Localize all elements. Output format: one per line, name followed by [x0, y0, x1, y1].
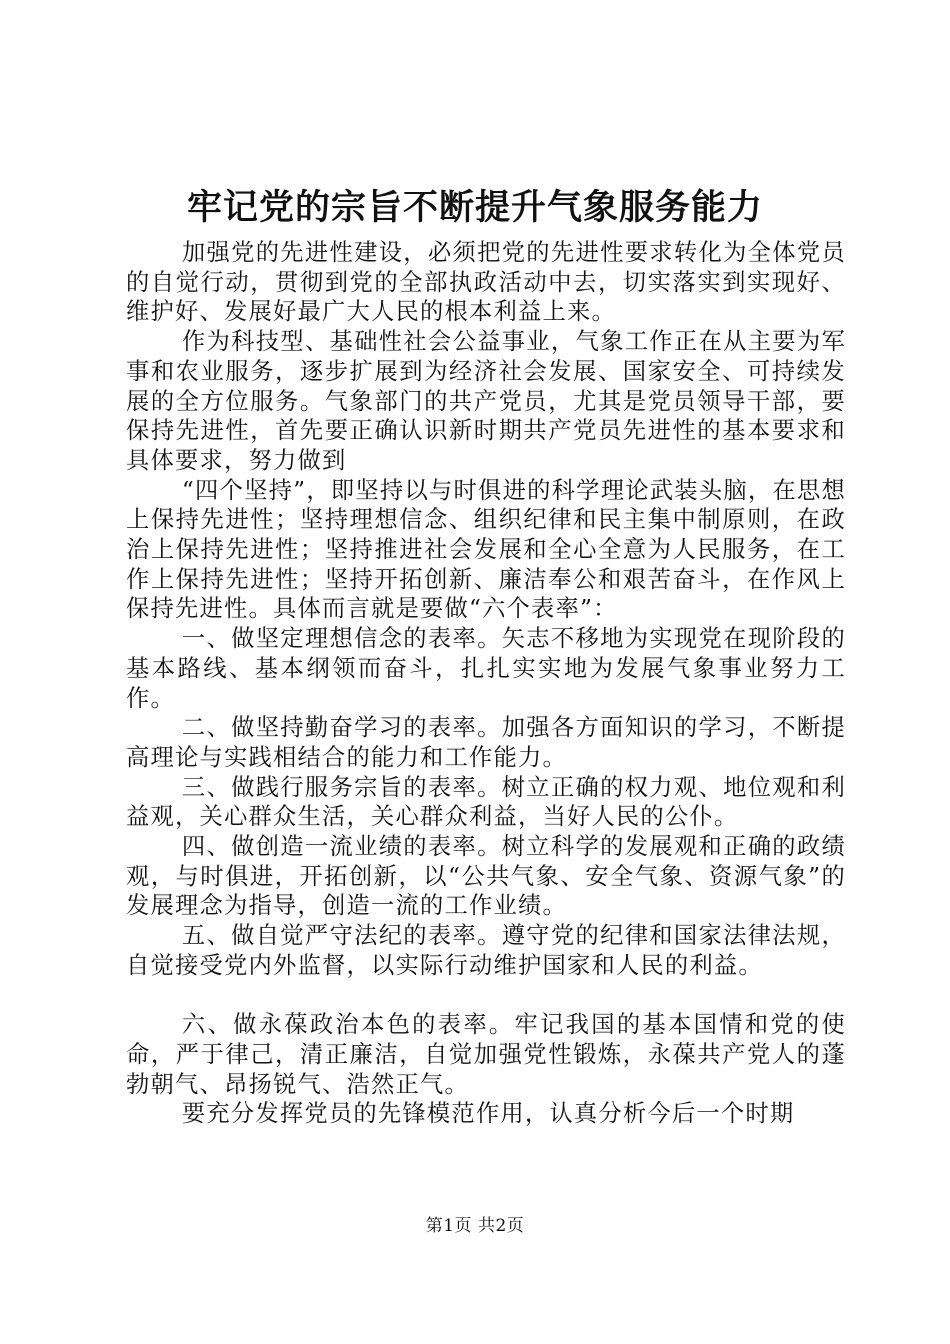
paragraph-2: 作为科技型、基础性社会公益事业，气象工作正在从主要为军事和农业服务，逐步扩展到为经济社会发展、国家安全、可持续发展的全方位服务。气象部门的共产党员，尤其是党员领导干部，要保持先进性，首先要正确认识新时期共产党员先进性的基本要求和具体要求，努力做到 — [126, 328, 846, 474]
paragraph-10: 要充分发挥党员的先锋模范作用，认真分析今后一个时期 — [181, 1100, 795, 1128]
paragraph-8: 五、做自觉严守法纪的表率。遵守党的纪律和国家法律法规，自觉接受党内外监督，以实际行动维护国家和人民的利益。 — [126, 922, 846, 979]
paragraph-5: 二、做坚持勤奋学习的表率。加强各方面知识的学习，不断提高理论与实践相结合的能力和工作能力。 — [126, 714, 846, 771]
paragraph-4: 一、做坚定理想信念的表率。矢志不移地为实现党在现阶段的基本路线、基本纲领而奋斗，扎扎实实地为发展气象事业努力工作。 — [126, 625, 846, 712]
paragraph-7: 四、做创造一流业绩的表率。树立科学的发展观和正确的政绩观，与时俱进，开拓创新，以“公共气象、安全气象、资源气象”的发展理念为指导，创造一流的工作业绩。 — [126, 833, 846, 920]
document-body — [126, 238, 846, 1129]
paragraph-9: 六、做永葆政治本色的表率。牢记我国的基本国情和党的使命，严于律己，清正廉洁，自觉加强党性锻炼，永葆共产党人的蓬勃朝气、昂扬锐气、浩然正气。 — [126, 1011, 846, 1098]
page-indicator: 第1页 共2页 — [425, 1216, 525, 1236]
paragraph-1: 加强党的先进性建设，必须把党的先进性要求转化为全体党员的自觉行动，贯彻到党的全部执政活动中去，切实落实到实现好、维护好、发展好最广大人民的根本利益上来。 — [126, 239, 846, 326]
paragraph-3: “四个坚持”，即坚持以与时俱进的科学理论武装头脑，在思想上保持先进性；坚持理想信念、组织纪律和民主集中制原则，在政治上保持先进性；坚持推进社会发展和全心全意为人民服务，在工作上保持先进性；坚持开拓创新、廉洁奉公和艰苦奋斗，在作风上保持先进性。具体而言就是要做“六个表率”： — [126, 476, 846, 623]
document-title: 牢记党的宗旨不断提升气象服务能力 — [186, 187, 763, 228]
paragraph-6: 三、做践行服务宗旨的表率。树立正确的权力观、地位观和利益观，关心群众生活，关心群众利益，当好人民的公仆。 — [126, 773, 846, 831]
